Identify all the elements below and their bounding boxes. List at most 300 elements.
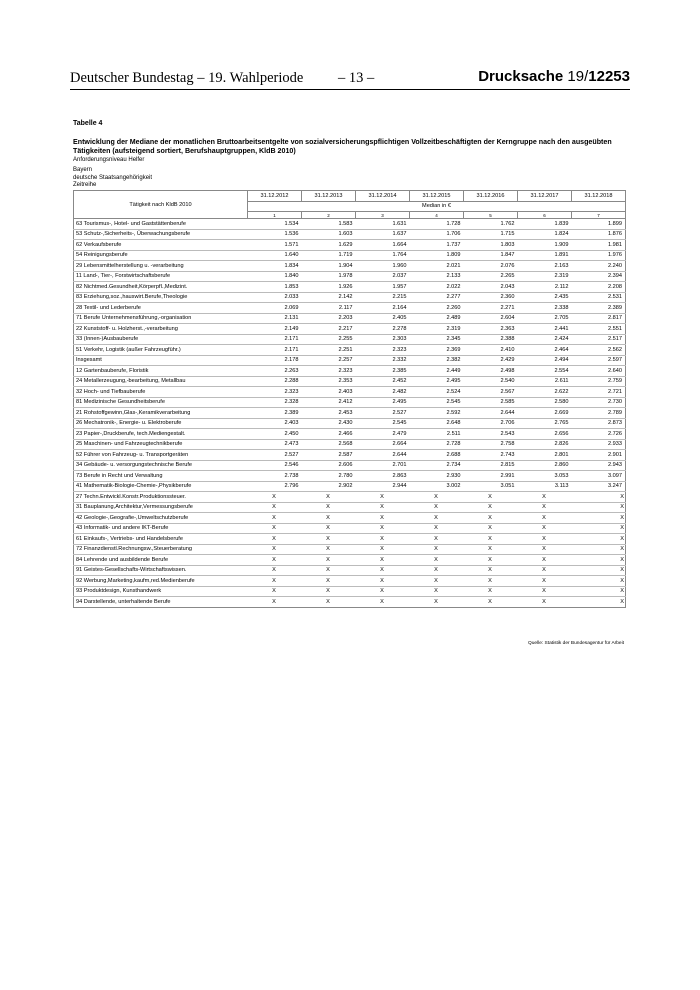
median-value: X bbox=[572, 555, 626, 566]
occupation-name: 27 Techn.Entwickl.Konstr.Produktionssteuer. bbox=[74, 492, 248, 503]
column-index: 3 bbox=[356, 212, 410, 219]
table-row bbox=[74, 303, 626, 314]
median-value: 2.133 bbox=[410, 271, 464, 282]
median-value: 2.473 bbox=[248, 439, 302, 450]
median-value: 2.622 bbox=[518, 387, 572, 398]
unit-header: Median in € bbox=[248, 201, 626, 212]
median-value: 2.551 bbox=[572, 324, 626, 335]
column-index: 4 bbox=[410, 212, 464, 219]
median-value: X bbox=[572, 523, 626, 534]
first-col-header: Tätigkeit nach KldB 2010 bbox=[74, 191, 248, 219]
median-value: 1.840 bbox=[248, 271, 302, 282]
median-value: X bbox=[410, 513, 464, 524]
median-value: 2.369 bbox=[410, 345, 464, 356]
median-value: 2.568 bbox=[302, 439, 356, 450]
median-value: 2.363 bbox=[464, 324, 518, 335]
table-title: Entwicklung der Mediane der monatlichen Bruttoarbeitsentgelte von sozialversicherungspflichtigen Vollzeitbeschäftigten der Kerngruppe nach den ausgeübten Tätigkeiten (aufsteigend sortiert, Berufshauptgruppen, KldB 2010) bbox=[73, 138, 612, 155]
median-value: 2.217 bbox=[302, 324, 356, 335]
median-value: X bbox=[248, 597, 302, 608]
table-row bbox=[74, 250, 626, 261]
median-value: 2.644 bbox=[464, 408, 518, 419]
occupation-name: 29 Lebensmittelherstellung u. -verarbeitung bbox=[74, 261, 248, 272]
median-value: X bbox=[248, 513, 302, 524]
median-value: X bbox=[518, 513, 572, 524]
median-value: 1.762 bbox=[464, 219, 518, 230]
occupation-name: 71 Berufe Unternehmensführung,-organisation bbox=[74, 313, 248, 324]
median-value: 2.604 bbox=[464, 313, 518, 324]
median-value: 2.405 bbox=[356, 313, 410, 324]
median-value: 2.382 bbox=[410, 355, 464, 366]
median-value: 2.043 bbox=[464, 282, 518, 293]
median-value: 2.255 bbox=[302, 334, 356, 345]
median-value: X bbox=[518, 565, 572, 576]
median-value: 2.611 bbox=[518, 376, 572, 387]
median-value: 2.943 bbox=[572, 460, 626, 471]
median-value: 1.737 bbox=[410, 240, 464, 251]
median-value: X bbox=[572, 513, 626, 524]
header-rule bbox=[70, 89, 630, 90]
median-value: 2.489 bbox=[410, 313, 464, 324]
median-value: 2.453 bbox=[302, 408, 356, 419]
median-value: 2.142 bbox=[302, 292, 356, 303]
median-value: 1.719 bbox=[302, 250, 356, 261]
occupation-name: 41 Mathematik-Biologie-Chemie-,Physikberufe bbox=[74, 481, 248, 492]
source-note: Quelle: Statistik der Bundesagentur für Arbeit bbox=[528, 641, 624, 646]
median-value: 2.303 bbox=[356, 334, 410, 345]
median-value: X bbox=[356, 502, 410, 513]
median-value: 2.597 bbox=[572, 355, 626, 366]
median-value: X bbox=[410, 597, 464, 608]
meta-region: Bayern bbox=[73, 167, 93, 173]
median-value: 3.113 bbox=[518, 481, 572, 492]
median-value: X bbox=[518, 502, 572, 513]
median-value: 2.178 bbox=[248, 355, 302, 366]
median-value: 1.764 bbox=[356, 250, 410, 261]
median-value: 2.688 bbox=[410, 450, 464, 461]
doc-number-bold: 12253 bbox=[588, 68, 630, 85]
median-value: 1.853 bbox=[248, 282, 302, 293]
median-value: X bbox=[464, 502, 518, 513]
median-value: 2.606 bbox=[302, 460, 356, 471]
median-value: 2.524 bbox=[410, 387, 464, 398]
table-row bbox=[74, 471, 626, 482]
occupation-name: 25 Maschinen- und Fahrzeugtechnikberufe bbox=[74, 439, 248, 450]
median-value: 1.824 bbox=[518, 229, 572, 240]
median-value: X bbox=[248, 586, 302, 597]
median-value: 1.728 bbox=[410, 219, 464, 230]
occupation-name: 73 Berufe in Recht und Verwaltung bbox=[74, 471, 248, 482]
median-value: 2.208 bbox=[572, 282, 626, 293]
occupation-name: 11 Land-, Tier-, Forstwirtschaftsberufe bbox=[74, 271, 248, 282]
median-value: 2.705 bbox=[518, 313, 572, 324]
median-value: X bbox=[302, 523, 356, 534]
table-row bbox=[74, 502, 626, 513]
median-value: 2.545 bbox=[356, 418, 410, 429]
median-value: 2.403 bbox=[302, 387, 356, 398]
median-value: 1.640 bbox=[248, 250, 302, 261]
median-value: X bbox=[410, 523, 464, 534]
table-row bbox=[74, 460, 626, 471]
median-value: 2.149 bbox=[248, 324, 302, 335]
median-value: 3.097 bbox=[572, 471, 626, 482]
median-value: X bbox=[518, 586, 572, 597]
median-value: 3.053 bbox=[518, 471, 572, 482]
median-value: 2.271 bbox=[464, 303, 518, 314]
occupation-name: 93 Produktdesign, Kunsthandwerk bbox=[74, 586, 248, 597]
median-value: 1.809 bbox=[410, 250, 464, 261]
median-value: 2.495 bbox=[356, 397, 410, 408]
median-value: X bbox=[248, 534, 302, 545]
median-value: X bbox=[572, 502, 626, 513]
median-value: 1.960 bbox=[356, 261, 410, 272]
table-row bbox=[74, 576, 626, 587]
median-value: 2.531 bbox=[572, 292, 626, 303]
median-value: 2.319 bbox=[410, 324, 464, 335]
median-value: X bbox=[464, 576, 518, 587]
occupation-name: 24 Metallerzeugung,-bearbeitung, Metallbau bbox=[74, 376, 248, 387]
occupation-name: Insgesamt bbox=[74, 355, 248, 366]
median-value: 1.583 bbox=[302, 219, 356, 230]
median-value: 2.319 bbox=[518, 271, 572, 282]
table-row bbox=[74, 418, 626, 429]
median-value: X bbox=[464, 597, 518, 608]
median-value: 2.069 bbox=[248, 303, 302, 314]
table-row bbox=[74, 261, 626, 272]
median-value: 2.203 bbox=[302, 313, 356, 324]
median-value: 2.580 bbox=[518, 397, 572, 408]
year-header: 31.12.2018 bbox=[572, 191, 626, 202]
median-value: 1.536 bbox=[248, 229, 302, 240]
median-value: 2.494 bbox=[518, 355, 572, 366]
median-value: 1.899 bbox=[572, 219, 626, 230]
occupation-name: 72 Finanzdienstl.Rechnungsw.,Steuerberatung bbox=[74, 544, 248, 555]
median-value: 1.803 bbox=[464, 240, 518, 251]
median-value: 2.759 bbox=[572, 376, 626, 387]
occupation-name: 34 Gebäude- u. versorgungstechnische Berufe bbox=[74, 460, 248, 471]
column-index: 6 bbox=[518, 212, 572, 219]
median-value: X bbox=[518, 597, 572, 608]
median-value: X bbox=[248, 544, 302, 555]
median-value: 2.527 bbox=[248, 450, 302, 461]
median-value: 2.389 bbox=[572, 303, 626, 314]
table-row bbox=[74, 282, 626, 293]
median-value: 1.629 bbox=[302, 240, 356, 251]
median-value: 2.562 bbox=[572, 345, 626, 356]
median-value: 1.978 bbox=[302, 271, 356, 282]
median-value: 2.765 bbox=[518, 418, 572, 429]
table-row bbox=[74, 229, 626, 240]
table-row bbox=[74, 219, 626, 230]
median-value: 2.738 bbox=[248, 471, 302, 482]
year-header: 31.12.2014 bbox=[356, 191, 410, 202]
median-value: 2.479 bbox=[356, 429, 410, 440]
meta-level: Anforderungsniveau Helfer bbox=[73, 157, 145, 163]
median-value: 2.164 bbox=[356, 303, 410, 314]
median-value: X bbox=[356, 555, 410, 566]
median-value: 2.412 bbox=[302, 397, 356, 408]
median-value: 2.394 bbox=[572, 271, 626, 282]
median-value: 2.801 bbox=[518, 450, 572, 461]
table-label: Tabelle 4 bbox=[73, 120, 103, 127]
median-value: X bbox=[356, 513, 410, 524]
median-value: X bbox=[356, 534, 410, 545]
median-value: X bbox=[248, 576, 302, 587]
occupation-name: 83 Erziehung,soz.,hauswirt.Berufe,Theologie bbox=[74, 292, 248, 303]
median-value: 1.909 bbox=[518, 240, 572, 251]
median-value: 2.664 bbox=[356, 439, 410, 450]
median-value: 2.554 bbox=[518, 366, 572, 377]
median-value: 2.930 bbox=[410, 471, 464, 482]
median-value: X bbox=[356, 586, 410, 597]
median-value: 2.728 bbox=[410, 439, 464, 450]
median-value: X bbox=[464, 534, 518, 545]
year-header: 31.12.2012 bbox=[248, 191, 302, 202]
median-value: 2.450 bbox=[248, 429, 302, 440]
table-row bbox=[74, 324, 626, 335]
occupation-name: 82 Nichtmed.Gesundheit,Körperpfl.,Medizint. bbox=[74, 282, 248, 293]
median-value: 2.498 bbox=[464, 366, 518, 377]
median-value: X bbox=[302, 555, 356, 566]
occupation-name: 52 Führer von Fahrzeug- u. Transportgeräten bbox=[74, 450, 248, 461]
table-row bbox=[74, 345, 626, 356]
table-row bbox=[74, 292, 626, 303]
year-header: 31.12.2016 bbox=[464, 191, 518, 202]
occupation-name: 31 Bauplanung,Architektur,Vermessungsberufe bbox=[74, 502, 248, 513]
median-value: 2.464 bbox=[518, 345, 572, 356]
median-value: 2.944 bbox=[356, 481, 410, 492]
median-value: 1.571 bbox=[248, 240, 302, 251]
table-row bbox=[74, 492, 626, 503]
median-value: 2.278 bbox=[356, 324, 410, 335]
median-value: X bbox=[356, 492, 410, 503]
median-value: 1.603 bbox=[302, 229, 356, 240]
median-value: 2.328 bbox=[248, 397, 302, 408]
table-row bbox=[74, 513, 626, 524]
median-value: 2.592 bbox=[410, 408, 464, 419]
table-row bbox=[74, 376, 626, 387]
median-value: X bbox=[356, 565, 410, 576]
median-value: 2.215 bbox=[356, 292, 410, 303]
median-value: 2.873 bbox=[572, 418, 626, 429]
median-value: 2.743 bbox=[464, 450, 518, 461]
doc-prefix: 19/ bbox=[567, 68, 589, 85]
occupation-name: 62 Verkaufsberufe bbox=[74, 240, 248, 251]
median-value: 2.585 bbox=[464, 397, 518, 408]
median-value: 2.517 bbox=[572, 334, 626, 345]
median-value: 2.669 bbox=[518, 408, 572, 419]
median-value: 2.435 bbox=[518, 292, 572, 303]
median-value: X bbox=[410, 534, 464, 545]
median-value: X bbox=[572, 586, 626, 597]
median-value: 2.033 bbox=[248, 292, 302, 303]
median-value: X bbox=[302, 513, 356, 524]
table-row bbox=[74, 534, 626, 545]
table-row bbox=[74, 523, 626, 534]
table-row bbox=[74, 408, 626, 419]
median-value: 2.385 bbox=[356, 366, 410, 377]
median-value: 2.117 bbox=[302, 303, 356, 314]
median-value: 1.981 bbox=[572, 240, 626, 251]
occupation-name: 43 Informatik- und andere IKT-Berufe bbox=[74, 523, 248, 534]
median-value: 2.901 bbox=[572, 450, 626, 461]
median-value: X bbox=[572, 565, 626, 576]
median-value: X bbox=[356, 597, 410, 608]
table-row bbox=[74, 271, 626, 282]
median-value: 1.847 bbox=[464, 250, 518, 261]
median-value: X bbox=[248, 492, 302, 503]
median-value: 2.780 bbox=[302, 471, 356, 482]
median-value: 2.546 bbox=[248, 460, 302, 471]
median-value: 2.466 bbox=[302, 429, 356, 440]
median-value: 1.926 bbox=[302, 282, 356, 293]
table-row bbox=[74, 597, 626, 608]
median-value: 2.789 bbox=[572, 408, 626, 419]
median-value: 2.345 bbox=[410, 334, 464, 345]
median-value: X bbox=[464, 513, 518, 524]
occupation-name: 94 Darstellende, unterhaltende Berufe bbox=[74, 597, 248, 608]
occupation-name: 81 Medizinische Gesundheitsberufe bbox=[74, 397, 248, 408]
median-value: 2.441 bbox=[518, 324, 572, 335]
median-value: X bbox=[356, 544, 410, 555]
occupation-name: 61 Einkaufs-, Vertriebs- und Handelsberufe bbox=[74, 534, 248, 545]
median-value: 2.540 bbox=[464, 376, 518, 387]
median-value: 2.131 bbox=[248, 313, 302, 324]
header-document-number bbox=[478, 68, 630, 85]
table-row bbox=[74, 397, 626, 408]
median-value: 2.332 bbox=[356, 355, 410, 366]
median-value: 2.730 bbox=[572, 397, 626, 408]
median-value: X bbox=[572, 492, 626, 503]
table-row bbox=[74, 544, 626, 555]
median-value: X bbox=[572, 597, 626, 608]
median-value: 2.388 bbox=[464, 334, 518, 345]
median-value: 2.495 bbox=[410, 376, 464, 387]
median-value: 2.037 bbox=[356, 271, 410, 282]
median-value: 2.726 bbox=[572, 429, 626, 440]
median-value: 3.051 bbox=[464, 481, 518, 492]
occupation-name: 54 Reinigungsberufe bbox=[74, 250, 248, 261]
occupation-name: 91 Geistes-Gesellschafts-Wirtschaftswissen. bbox=[74, 565, 248, 576]
median-value: X bbox=[248, 555, 302, 566]
table-body bbox=[74, 219, 626, 608]
median-value: X bbox=[410, 502, 464, 513]
median-value: 1.876 bbox=[572, 229, 626, 240]
median-value: 2.902 bbox=[302, 481, 356, 492]
occupation-name: 84 Lehrende und ausbildende Berufe bbox=[74, 555, 248, 566]
median-value: X bbox=[518, 523, 572, 534]
table-row bbox=[74, 334, 626, 345]
column-index: 1 bbox=[248, 212, 302, 219]
median-value: X bbox=[464, 586, 518, 597]
median-value: X bbox=[518, 534, 572, 545]
median-value: 2.452 bbox=[356, 376, 410, 387]
median-value: 1.706 bbox=[410, 229, 464, 240]
median-value: 2.640 bbox=[572, 366, 626, 377]
page-header bbox=[70, 68, 630, 90]
occupation-name: 32 Hoch- und Tiefbauberufe bbox=[74, 387, 248, 398]
median-value: 2.648 bbox=[410, 418, 464, 429]
median-value: 2.353 bbox=[302, 376, 356, 387]
median-value: 2.257 bbox=[302, 355, 356, 366]
median-value: X bbox=[572, 576, 626, 587]
median-value: 2.815 bbox=[464, 460, 518, 471]
median-value: 2.656 bbox=[518, 429, 572, 440]
median-value: 2.263 bbox=[248, 366, 302, 377]
occupation-name: 26 Mechatronik-, Energie- u. Elektroberufe bbox=[74, 418, 248, 429]
median-value: 2.424 bbox=[518, 334, 572, 345]
median-value: 2.112 bbox=[518, 282, 572, 293]
median-value: 2.323 bbox=[302, 366, 356, 377]
median-value: 2.734 bbox=[410, 460, 464, 471]
table-row bbox=[74, 586, 626, 597]
median-value: 1.839 bbox=[518, 219, 572, 230]
median-value: 2.021 bbox=[410, 261, 464, 272]
median-value: 1.834 bbox=[248, 261, 302, 272]
median-value: 2.644 bbox=[356, 450, 410, 461]
median-value: X bbox=[464, 492, 518, 503]
median-value: 2.991 bbox=[464, 471, 518, 482]
median-value: 2.567 bbox=[464, 387, 518, 398]
median-value: X bbox=[248, 502, 302, 513]
median-value: X bbox=[572, 534, 626, 545]
table-row bbox=[74, 429, 626, 440]
median-value: 1.904 bbox=[302, 261, 356, 272]
median-value: X bbox=[302, 565, 356, 576]
median-value: 2.076 bbox=[464, 261, 518, 272]
median-value: 2.260 bbox=[410, 303, 464, 314]
median-value: X bbox=[410, 565, 464, 576]
table-row bbox=[74, 313, 626, 324]
median-value: 2.817 bbox=[572, 313, 626, 324]
median-value: X bbox=[518, 555, 572, 566]
table-row bbox=[74, 439, 626, 450]
median-value: 2.171 bbox=[248, 334, 302, 345]
median-value: X bbox=[410, 576, 464, 587]
median-value: 2.706 bbox=[464, 418, 518, 429]
median-value: 1.957 bbox=[356, 282, 410, 293]
median-value: X bbox=[518, 492, 572, 503]
median-value: X bbox=[464, 555, 518, 566]
occupation-name: 28 Textil- und Lederberufe bbox=[74, 303, 248, 314]
median-value: X bbox=[302, 597, 356, 608]
median-value: X bbox=[302, 534, 356, 545]
median-value: X bbox=[356, 523, 410, 534]
occupation-name: 63 Tourismus-, Hotel- und Gaststättenberufe bbox=[74, 219, 248, 230]
occupation-name: 51 Verkehr, Logistik (außer Fahrzeugführ.) bbox=[74, 345, 248, 356]
column-index: 7 bbox=[572, 212, 626, 219]
column-index: 2 bbox=[302, 212, 356, 219]
table-row bbox=[74, 555, 626, 566]
median-value: 2.251 bbox=[302, 345, 356, 356]
median-value: 2.545 bbox=[410, 397, 464, 408]
year-header: 31.12.2013 bbox=[302, 191, 356, 202]
header-years-row bbox=[74, 191, 626, 202]
median-value: 1.715 bbox=[464, 229, 518, 240]
occupation-name: 33 (Innen-)Ausbauberufe bbox=[74, 334, 248, 345]
median-value: 3.002 bbox=[410, 481, 464, 492]
table-header bbox=[74, 191, 626, 219]
occupation-name: 22 Kunststoff- u. Holzherst.,-verarbeitung bbox=[74, 324, 248, 335]
data-table bbox=[73, 190, 626, 608]
median-value: 2.240 bbox=[572, 261, 626, 272]
median-value: X bbox=[464, 523, 518, 534]
median-value: 2.022 bbox=[410, 282, 464, 293]
median-value: 2.482 bbox=[356, 387, 410, 398]
median-value: X bbox=[356, 576, 410, 587]
median-value: X bbox=[410, 544, 464, 555]
median-value: 2.323 bbox=[248, 387, 302, 398]
median-value: X bbox=[464, 565, 518, 576]
